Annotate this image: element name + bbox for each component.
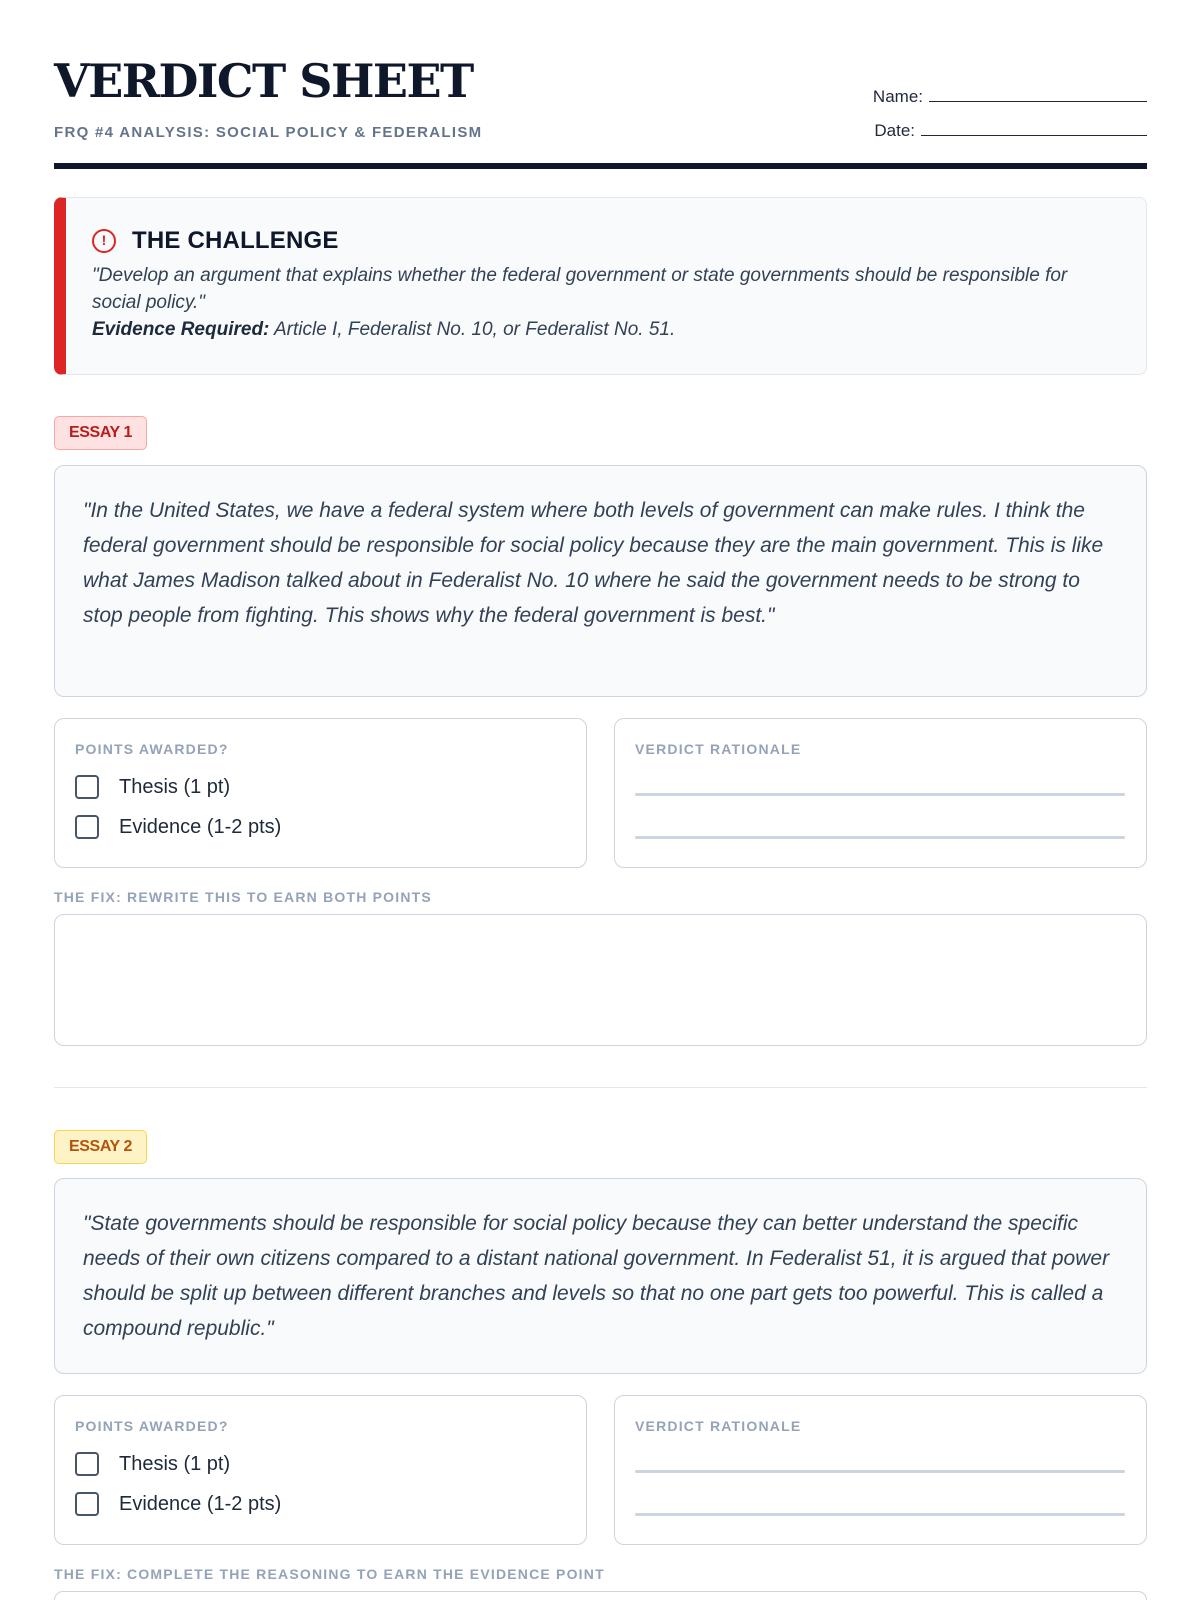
evidence-requirement xyxy=(92,316,1120,344)
evidence-check-row[interactable] xyxy=(75,807,566,847)
date-field[interactable] xyxy=(921,118,1147,136)
essay-1-fix-label: THE FIX: REWRITE THIS TO EARN BOTH POINTS xyxy=(54,889,432,905)
name-row xyxy=(873,84,1147,118)
essay-1-rationale-panel xyxy=(614,718,1147,868)
header-rule xyxy=(54,163,1147,169)
page-title: VERDICT SHEET xyxy=(54,54,473,108)
points-awarded-label: POINTS AWARDED? xyxy=(75,1418,229,1434)
challenge-box xyxy=(54,197,1147,375)
evidence-text: Article I, Federalist No. 10, or Federalist No. 51. xyxy=(273,319,676,340)
essay-2-points-panel xyxy=(54,1395,587,1545)
thesis-check-row[interactable] xyxy=(75,1444,566,1484)
sheet-header xyxy=(54,0,1147,172)
evidence-checkbox[interactable] xyxy=(75,815,99,839)
essay-1-tag: ESSAY 1 xyxy=(54,416,147,450)
essay-2-text: "State governments should be responsible for social policy because they can better understand the specific needs of their own citizens compared to a distant national government. In Federalist 51, it is argued that power should be split up between different branches and levels so that no one part gets too powerful. This is called a compound republic." xyxy=(54,1178,1147,1374)
evidence-check-label: Evidence (1-2 pts) xyxy=(119,1492,282,1515)
evidence-checkbox[interactable] xyxy=(75,1492,99,1516)
page-subtitle: FRQ #4 ANALYSIS: SOCIAL POLICY & FEDERALISM xyxy=(54,124,483,141)
thesis-checkbox[interactable] xyxy=(75,1452,99,1476)
challenge-title: THE CHALLENGE xyxy=(132,227,339,254)
essay-1-text: "In the United States, we have a federal system where both levels of government can make rules. I think the federal government should be responsible for social policy because they are the main government. This is like what James Madison talked about in Federalist No. 10 where he said the government needs to be strong to stop people from fighting. This shows why the federal government is best." xyxy=(54,465,1147,697)
essay-2-fix-box[interactable] xyxy=(54,1591,1147,1600)
name-label: Name: xyxy=(872,87,923,106)
essay-2-fix-label: THE FIX: COMPLETE THE REASONING TO EARN THE EVIDENCE POINT xyxy=(54,1566,605,1582)
essay-2-tag: ESSAY 2 xyxy=(54,1130,147,1164)
thesis-check-label: Thesis (1 pt) xyxy=(119,775,231,798)
essay-1-points-panel xyxy=(54,718,587,868)
date-row xyxy=(873,118,1147,152)
challenge-header xyxy=(92,226,1120,256)
section-divider xyxy=(54,1087,1147,1088)
rationale-line[interactable] xyxy=(635,793,1125,796)
challenge-prompt: "Develop an argument that explains whether the federal government or state governments should be responsible for social policy." xyxy=(92,265,1068,313)
rationale-line[interactable] xyxy=(635,1470,1125,1473)
date-label: Date: xyxy=(874,121,915,140)
rationale-line[interactable] xyxy=(635,836,1125,839)
evidence-label: Evidence Required: xyxy=(92,319,270,340)
thesis-check-row[interactable] xyxy=(75,767,566,807)
rationale-line[interactable] xyxy=(635,1513,1125,1516)
points-awarded-label: POINTS AWARDED? xyxy=(75,741,229,757)
essay-2-rationale-panel xyxy=(614,1395,1147,1545)
verdict-sheet-page xyxy=(54,0,1147,1582)
essay-1-fix-box[interactable] xyxy=(54,914,1147,1046)
verdict-rationale-label: VERDICT RATIONALE xyxy=(635,741,802,757)
name-field[interactable] xyxy=(929,84,1147,102)
thesis-check-label: Thesis (1 pt) xyxy=(119,1452,231,1475)
student-info xyxy=(873,84,1147,152)
evidence-check-label: Evidence (1-2 pts) xyxy=(119,815,282,838)
evidence-check-row[interactable] xyxy=(75,1484,566,1524)
verdict-rationale-label: VERDICT RATIONALE xyxy=(635,1418,802,1434)
thesis-checkbox[interactable] xyxy=(75,775,99,799)
alert-circle-icon: ! xyxy=(92,229,116,253)
